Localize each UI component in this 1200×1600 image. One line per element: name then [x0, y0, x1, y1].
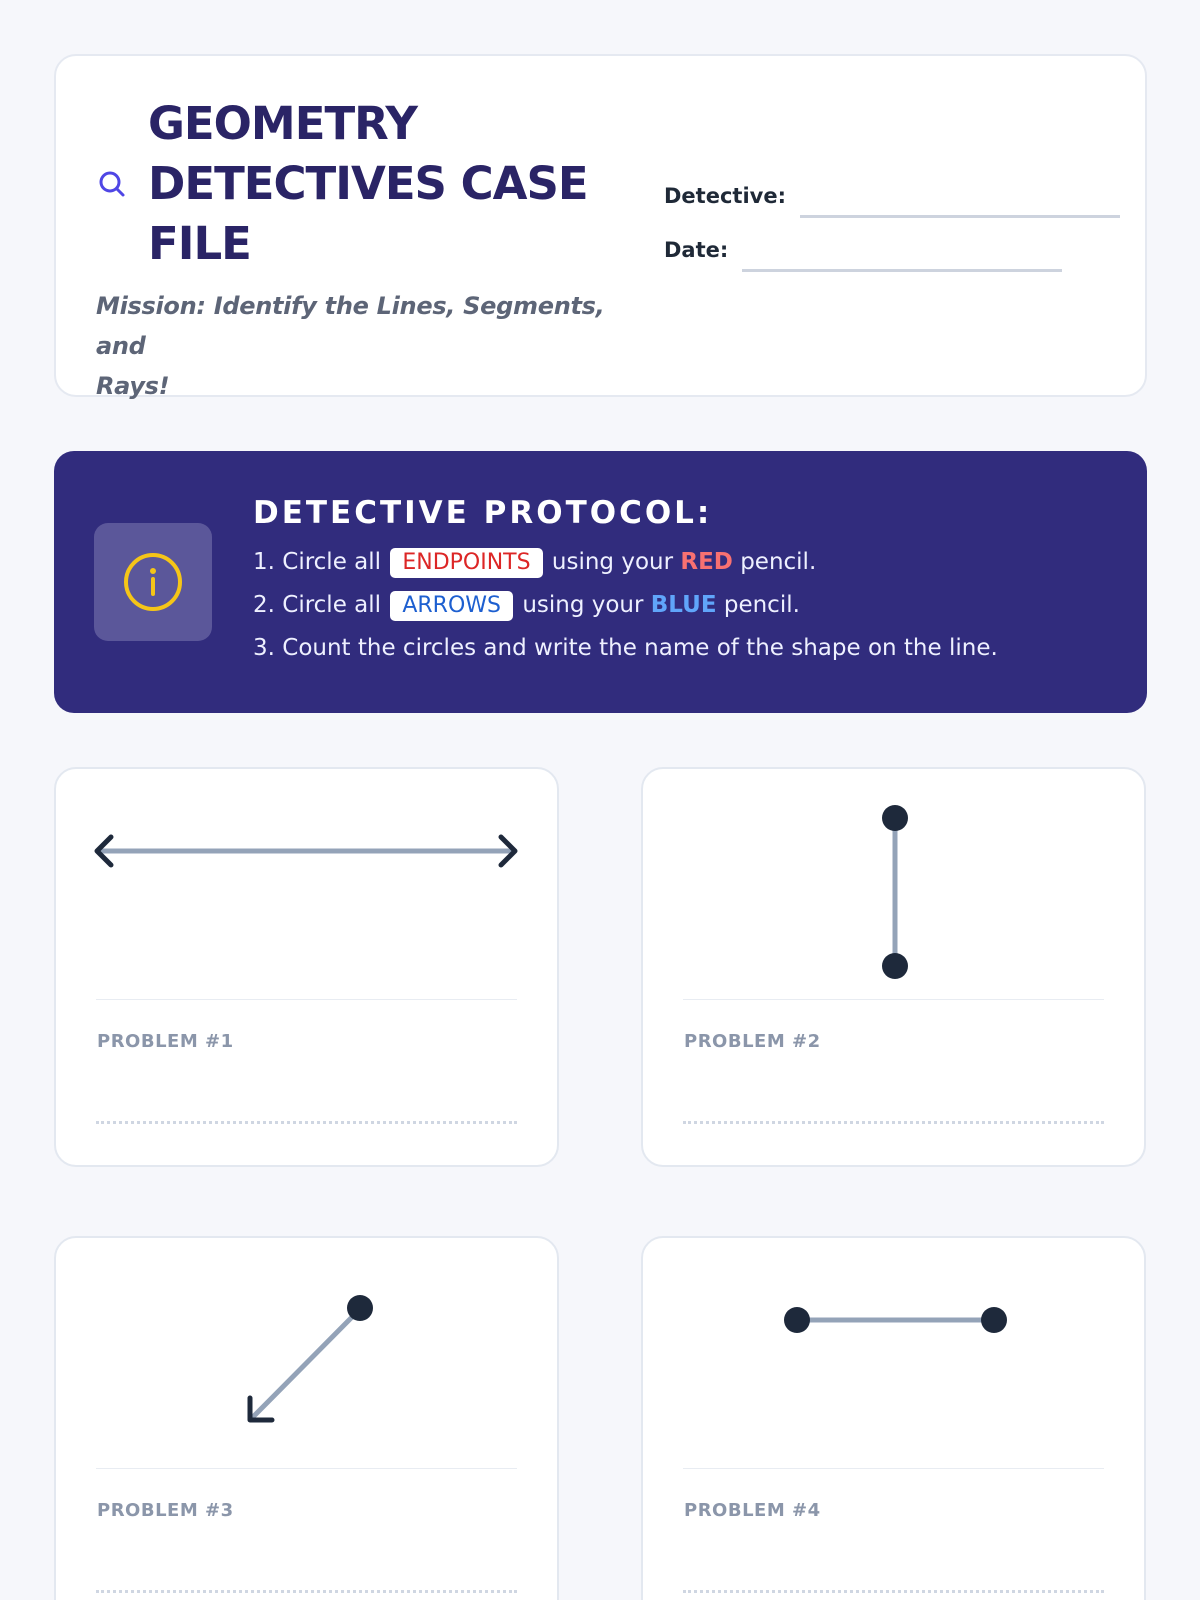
detective-input-line[interactable] [800, 215, 1120, 218]
card-divider [96, 999, 517, 1000]
protocol-step-3: 3. Count the circles and write the name of the shape on the line. [253, 635, 998, 661]
detective-label: Detective: [664, 184, 786, 208]
card-divider [683, 999, 1104, 1000]
segment-figure [643, 769, 1146, 999]
info-icon [121, 550, 185, 614]
step-text: 1. Circle all [253, 549, 382, 575]
step-text: using your [551, 549, 674, 575]
page-title [148, 94, 588, 274]
protocol-banner [54, 451, 1147, 713]
problem-label: PROBLEM #3 [97, 1500, 234, 1521]
step-text: pencil. [740, 549, 817, 575]
problem-label: PROBLEM #1 [97, 1031, 234, 1052]
ray-figure [56, 1238, 559, 1468]
title-line: GEOMETRY [148, 97, 417, 150]
answer-line[interactable] [96, 1590, 517, 1593]
date-input-line[interactable] [742, 269, 1062, 272]
step-text: using your [522, 592, 644, 618]
protocol-title: DETECTIVE PROTOCOL: [253, 495, 713, 531]
info-icon-box [94, 523, 212, 641]
problem-card-1 [54, 767, 559, 1167]
problem-label: PROBLEM #4 [684, 1500, 821, 1521]
line-figure [56, 769, 559, 999]
arrows-tag: ARROWS [390, 591, 513, 621]
answer-line[interactable] [683, 1121, 1104, 1124]
problem-card-2 [641, 767, 1146, 1167]
answer-line[interactable] [683, 1590, 1104, 1593]
protocol-step-2 [253, 584, 998, 627]
endpoints-tag: ENDPOINTS [390, 548, 542, 578]
card-divider [96, 1468, 517, 1469]
title-block [96, 94, 656, 406]
problem-card-3 [54, 1236, 559, 1600]
protocol-step-1 [253, 541, 998, 584]
date-field [664, 238, 1062, 262]
segment-figure [643, 1238, 1146, 1468]
mission-line: Mission: Identify the Lines, Segments, and [96, 292, 605, 360]
header-card [54, 54, 1147, 400]
problem-label: PROBLEM #2 [684, 1031, 821, 1052]
title-line: FILE [148, 217, 251, 270]
step-text: pencil. [723, 592, 800, 618]
blue-word: BLUE [650, 592, 717, 618]
red-word: RED [680, 549, 733, 575]
search-icon [96, 168, 128, 200]
mission-subtitle [96, 286, 656, 406]
title-line: DETECTIVES CASE [148, 157, 588, 210]
step-text: 2. Circle all [253, 592, 382, 618]
mission-line: Rays! [96, 372, 170, 400]
answer-line[interactable] [96, 1121, 517, 1124]
card-divider [683, 1468, 1104, 1469]
date-label: Date: [664, 238, 729, 262]
problem-card-4 [641, 1236, 1146, 1600]
detective-field [664, 184, 1120, 208]
